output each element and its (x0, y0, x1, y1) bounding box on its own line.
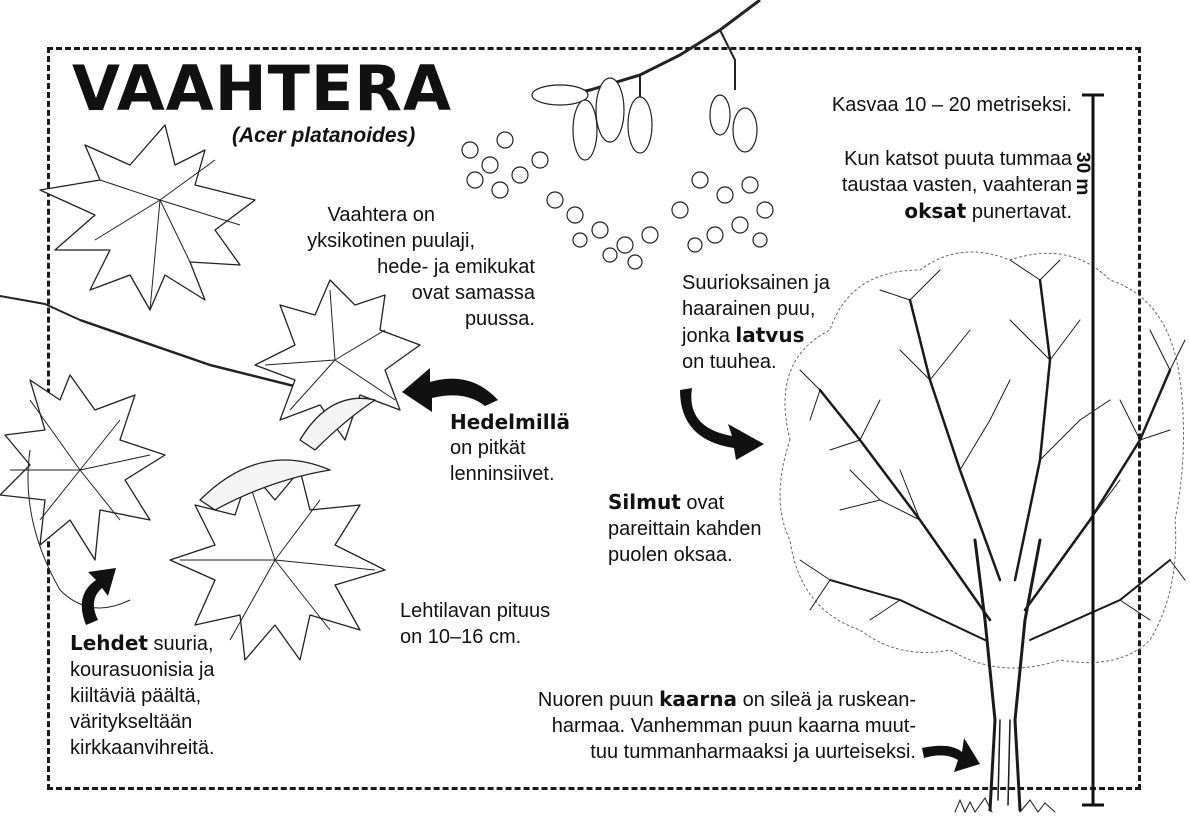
monoecious-line2: yksikotinen puulaji, (307, 230, 475, 252)
crown-pre: jonka (682, 325, 736, 347)
monoecious-line4: ovat samassa (411, 282, 535, 304)
crown-line1: Suurioksainen ja (682, 272, 830, 294)
latin-name: (Acer platanoides) (232, 124, 416, 147)
leaves-line3: kiiltäviä päältä, (70, 685, 202, 707)
buds-text (608, 489, 761, 568)
leaves-line2: kourasuonisia ja (70, 659, 215, 681)
leaves-rest: suuria, (148, 633, 214, 655)
branches-text (700, 146, 1072, 225)
bark-arrow-icon (922, 738, 980, 772)
bark-pre: Nuoren puun (537, 689, 660, 711)
buds-rest: ovat (680, 492, 725, 514)
monoecious-line1: Vaahtera on (327, 204, 435, 226)
monoecious-text (250, 202, 535, 332)
leaves-arrow-icon (82, 568, 116, 625)
height-text (700, 92, 1072, 118)
page-title: VAAHTERA (72, 52, 452, 125)
bark-line3: tuu tummanharmaaksi ja uurteiseksi. (590, 741, 916, 763)
scale-label: 30 m (1072, 152, 1093, 196)
leaves-bold: Lehdet (70, 631, 148, 655)
height-scale-bar (1082, 95, 1104, 805)
blade-line1: Lehtilavan pituus (400, 600, 551, 622)
fruits-line2: on pitkät (450, 437, 526, 459)
leaves-text (70, 630, 215, 761)
fruits-text (450, 409, 570, 487)
bark-rest: on sileä ja ruskean- (737, 689, 916, 711)
branches-line1: Kun katsot puuta tummaa (844, 148, 1072, 170)
blade-line2: on 10–16 cm. (400, 626, 522, 648)
monoecious-line3: hede- ja emikukat (377, 256, 535, 278)
leaves-line5: kirkkaanvihreitä. (70, 737, 215, 759)
fruit-arrow-icon (402, 368, 498, 412)
crown-text (682, 270, 830, 375)
crown-arrow-icon (680, 388, 764, 460)
bark-text (440, 686, 916, 765)
branches-line2: taustaa vasten, vaahteran (841, 174, 1072, 196)
fruits-bold: Hedelmillä (450, 410, 570, 434)
crown-line4: on tuuhea. (682, 351, 777, 373)
monoecious-line5: puussa. (464, 308, 535, 330)
leaves-line4: väritykseltään (70, 711, 193, 733)
branches-bold: oksat (904, 199, 967, 223)
blade-text (400, 598, 550, 650)
buds-bold: Silmut (608, 490, 681, 514)
crown-bold: latvus (735, 323, 805, 347)
branches-rest: punertavat. (966, 201, 1072, 223)
buds-line2: pareittain kahden (608, 518, 762, 540)
buds-line3: puolen oksaa. (608, 544, 733, 566)
height-line: Kasvaa 10 – 20 metriseksi. (831, 94, 1072, 116)
bark-bold: kaarna (659, 687, 738, 711)
fruits-line3: lenninsiivet. (450, 463, 555, 485)
crown-line2: haarainen puu, (682, 298, 816, 320)
bark-line2: harmaa. Vanhemman puun kaarna muut- (551, 715, 916, 737)
